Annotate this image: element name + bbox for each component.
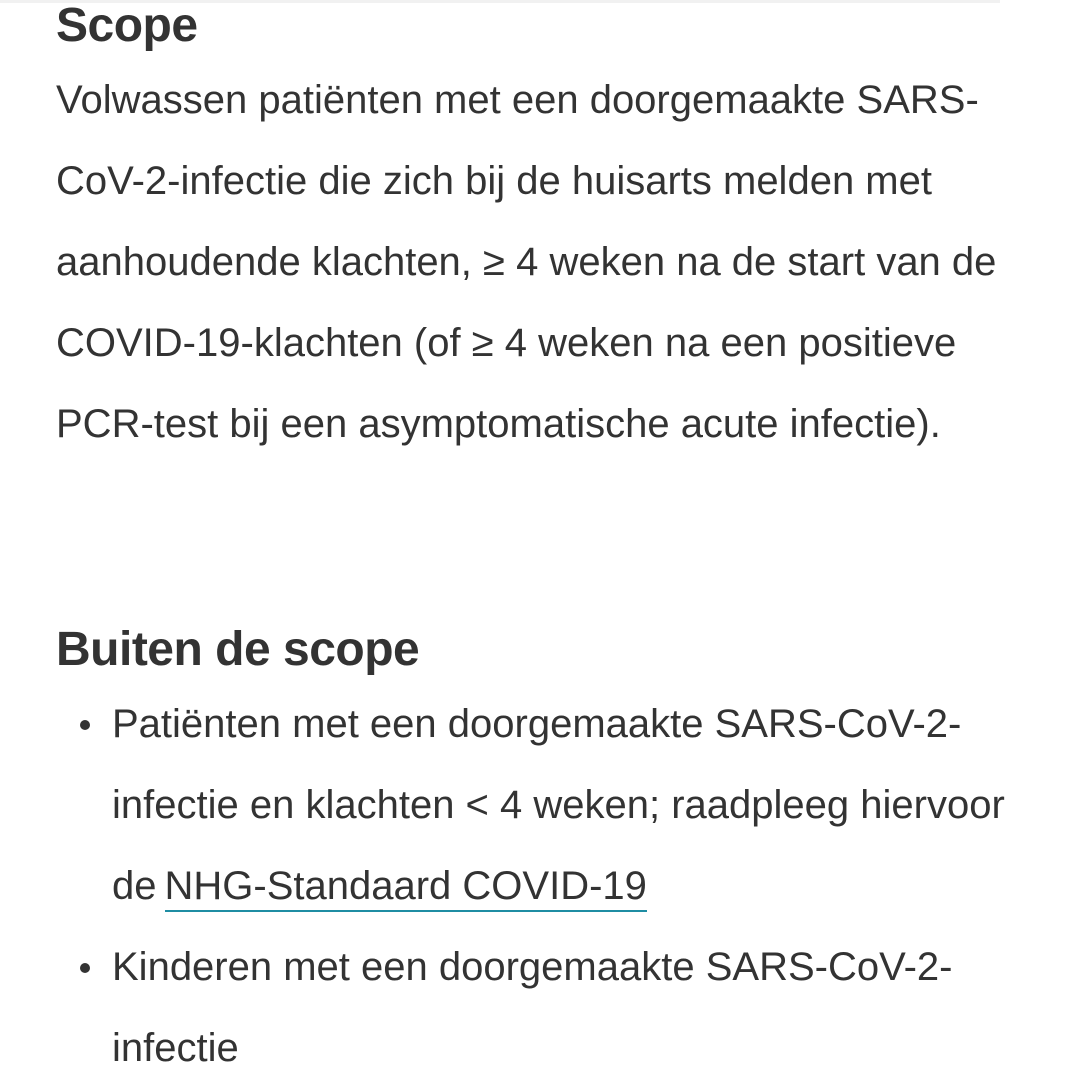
list-item <box>56 927 1046 1089</box>
outside-scope-heading: Buiten de scope <box>56 623 420 676</box>
bullet-icon <box>80 720 90 730</box>
scope-heading: Scope <box>56 0 198 52</box>
list-item-text: Patiënten met een doorgemaakte SARS-CoV-2-infectie en klachten < 4 weken; raadpleeg hiervoor de <box>112 702 1005 908</box>
nhg-standard-covid-link[interactable]: NHG-Standaard COVID-19 <box>165 864 647 912</box>
scope-description: Volwassen patiënten met een doorgemaakte SARS-CoV-2-infectie die zich bij de huisarts melden met aanhoudende klachten, ≥ 4 weken na de start van de COVID-19-klachten (of ≥ 4 weken na een positieve PCR-test bij een asymptomatische acute infectie). <box>56 78 997 446</box>
bullet-icon <box>80 963 90 973</box>
outside-scope-list <box>56 684 1046 1089</box>
list-item-text: Kinderen met een doorgemaakte SARS-CoV-2-infectie <box>112 945 953 1070</box>
list-item <box>56 684 1046 927</box>
